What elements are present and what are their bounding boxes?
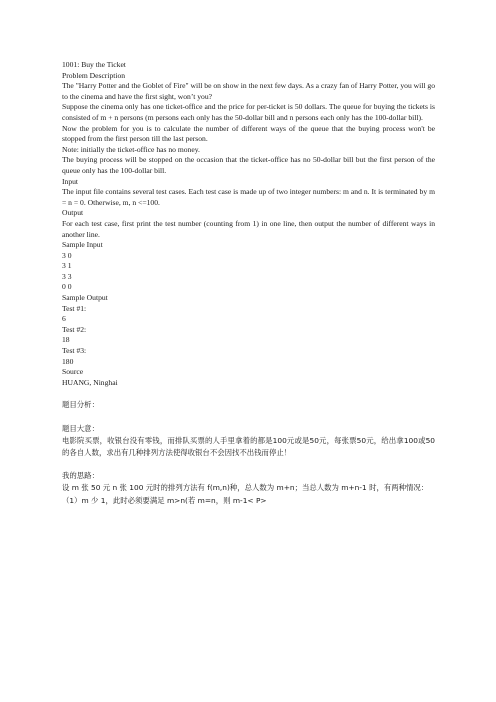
sample-input-line: 3 1: [62, 261, 72, 271]
sample-input-line: 3 3: [62, 271, 72, 281]
analysis-heading: 题目分析：: [62, 400, 99, 410]
source-heading: Source: [62, 367, 84, 377]
problem-description-paragraph: The "Harry Potter and the Goblet of Fire" will be on show in the next few days. As a crazy fan of Harry Potter, you will go to the cinema and have the first sight, won’t you?: [62, 81, 435, 101]
sample-output-line: 6: [62, 314, 66, 324]
sample-output-heading: Sample Output: [62, 293, 108, 303]
sample-output-line: Test #3:: [62, 346, 87, 356]
output-description: For each test case, first print the test number (counting from 1) in one line, then output the number of different ways in another line.: [62, 218, 435, 239]
input-description: The input file contains several test cases. Each test case is made up of two integer numbers: m and n. It is terminated by m = n = 0. Otherwise, m, n <=100.: [62, 187, 435, 207]
sample-output-line: Test #2:: [62, 324, 87, 334]
idea-text: 设 m 张 50 元 n 张 100 元时的排列方法有 f(m,n)种，总人数为 m+n；当总人数为 m+n-1 时，有两种情况：: [62, 483, 429, 493]
output-heading: Output: [62, 208, 84, 218]
sample-input-heading: Sample Input: [62, 240, 103, 250]
sample-output-line: 18: [62, 335, 70, 345]
spacer: [62, 412, 435, 423]
summary-text: 电影院买票，收银台没有零钱，而排队买票的人手里拿着的都是100元或是50元，每张票50元，给出拿100或50的各自人数，求出有几种排列方法使得收银台不会因找不出钱而停止！: [62, 435, 435, 458]
sample-input-line: 0 0: [62, 282, 72, 292]
problem-description-paragraph: The buying process will be stopped on the occasion that the ticket-office has no 50-dollar bill but the first person of the queue only has the 100-dollar bill.: [62, 155, 435, 175]
spacer: [62, 459, 435, 470]
problem-description-heading: Problem Description: [62, 70, 126, 80]
sample-output-line: Test #1:: [62, 303, 87, 313]
sample-output-line: 180: [62, 356, 74, 366]
input-heading: Input: [62, 176, 79, 186]
spacer: [62, 388, 435, 399]
source-author: HUANG, Ninghai: [62, 377, 118, 387]
idea-heading: 我的思路：: [62, 471, 99, 481]
idea-case-1: （1）m 少 1，此时必须要满足 m>n(若 m=n，则 m-1< P>: [62, 495, 267, 505]
summary-heading: 题目大意：: [62, 423, 99, 433]
document-body: [62, 60, 435, 507]
problem-description-note: Note: initially the ticket-office has no money.: [62, 144, 200, 154]
problem-description-paragraph: Now the problem for you is to calculate the number of different ways of the queue that the buying process won't be stopped from the first person till the last person.: [62, 123, 435, 144]
problem-title: 1001: Buy the Ticket: [62, 60, 126, 69]
problem-description-paragraph: Suppose the cinema only has one ticket-office and the price for per-ticket is 50 dollars. The queue for buying the tickets is consisted of m + n persons (m persons each only has the 50-dollar bill and n persons each only has the 100-dollar bill).: [62, 102, 435, 122]
sample-input-line: 3 0: [62, 250, 72, 260]
